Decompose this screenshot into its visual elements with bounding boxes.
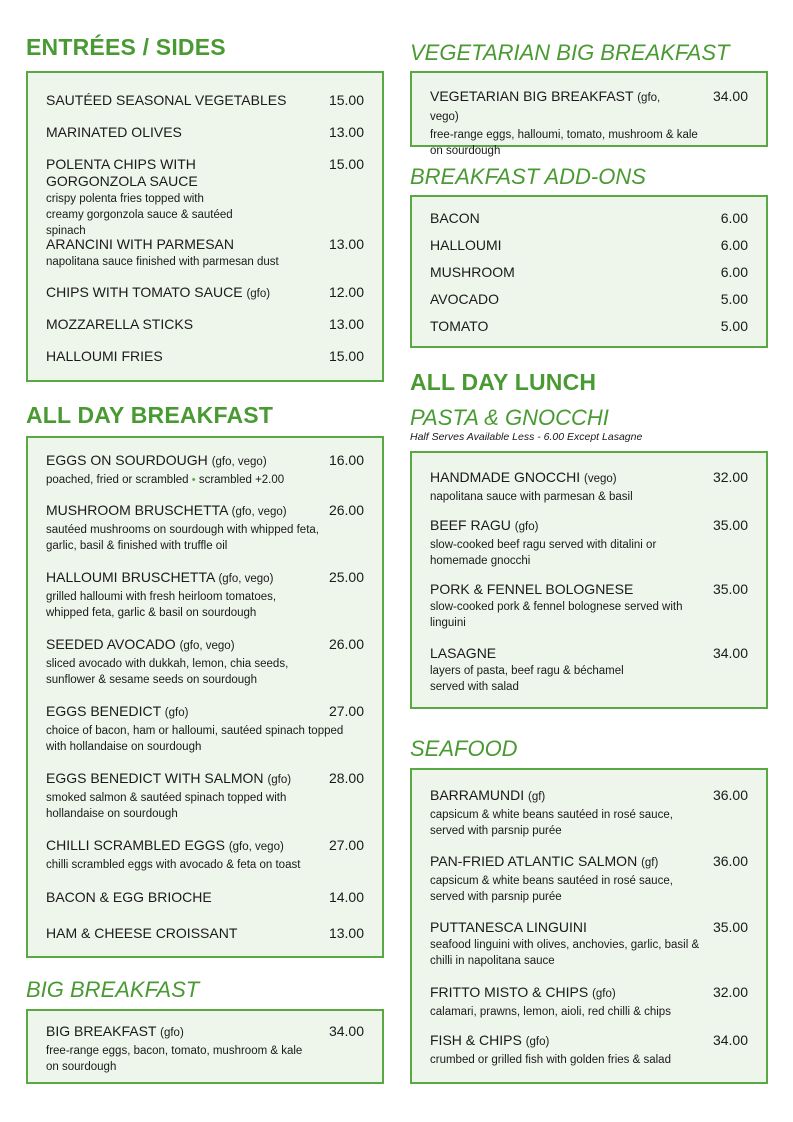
price: 26.00 [328, 502, 364, 518]
item-name: BACON [430, 210, 480, 226]
item-description: smoked salmon & sautéed spinach topped with hollandaise on sourdough [46, 792, 287, 820]
item-name: MOZZARELLA STICKS [46, 316, 194, 332]
item-name: LASAGNE [430, 645, 497, 661]
price: 13.00 [328, 236, 364, 252]
price: 25.00 [328, 569, 364, 585]
menu-item [46, 703, 364, 755]
price: 27.00 [328, 703, 364, 719]
item-description: free-range eggs, halloumi, tomato, mushroom & kale on sourdough [430, 129, 698, 157]
menu-item [46, 452, 364, 488]
item-name: PAN-FRIED ATLANTIC SALMON (gf) [430, 853, 659, 869]
pasta-title: PASTA & GNOCCHI [410, 405, 609, 430]
item-name: CHIPS WITH TOMATO SAUCE (gfo) [46, 284, 271, 300]
price: 35.00 [712, 919, 748, 935]
item-name: MARINATED OLIVES [46, 124, 182, 140]
item-description: napolitana sauce finished with parmesan dust [46, 256, 279, 268]
bullet-dot-icon: • [191, 474, 196, 486]
item-name: FISH & CHIPS (gfo) [430, 1032, 550, 1048]
price: 27.00 [328, 837, 364, 853]
item-name: BACON & EGG BRIOCHE [46, 889, 212, 905]
item-name: EGGS BENEDICT (gfo) [46, 703, 189, 719]
menu-item [46, 1023, 364, 1075]
item-description: sliced avocado with dukkah, lemon, chia seeds, sunflower & sesame seeds on sourdough [46, 658, 289, 686]
price: 36.00 [712, 787, 748, 803]
menu-item [46, 636, 364, 688]
entrees-title: ENTRÉES / SIDES [26, 34, 226, 60]
item-name: HANDMADE GNOCCHI (vego) [430, 469, 617, 485]
price: 13.00 [328, 124, 364, 140]
pasta-box [410, 451, 768, 709]
menu-item [430, 210, 748, 227]
item-name: HAM & CHEESE CROISSANT [46, 925, 238, 941]
menu-item [430, 237, 748, 254]
item-name: HALLOUMI BRUSCHETTA (gfo, vego) [46, 569, 274, 585]
item-name: BEEF RAGU (gfo) [430, 517, 539, 533]
dietary-tag: (gfo) [514, 521, 539, 533]
entrees-box [26, 71, 384, 382]
price: 15.00 [328, 92, 364, 108]
item-description: crispy polenta fries topped with creamy gorgonzola sauce & sautéed spinach [46, 193, 233, 237]
dietary-tag: (gfo) [525, 1036, 550, 1048]
item-name: PORK & FENNEL BOLOGNESE [430, 581, 634, 597]
big-breakfast-box [26, 1009, 384, 1084]
menu-item [46, 316, 364, 333]
menu-item [430, 919, 748, 969]
menu-item [46, 925, 364, 942]
item-description: slow-cooked beef ragu served with ditalini or homemade gnocchi [430, 539, 657, 567]
dietary-tag: (gfo) [246, 288, 271, 300]
menu-item [46, 837, 364, 873]
menu-item [430, 645, 748, 695]
item-description: seafood linguini with olives, anchovies, garlic, basil & chilli in napolitana sauce [430, 939, 700, 967]
menu-item [46, 124, 364, 141]
price: 14.00 [328, 889, 364, 905]
price: 15.00 [328, 348, 364, 364]
dietary-tag: (gfo, vego) [179, 640, 235, 652]
price: 34.00 [328, 1023, 364, 1039]
price: 34.00 [712, 645, 748, 661]
menu-item [46, 569, 364, 621]
price: 6.00 [720, 237, 748, 253]
menu-item [430, 469, 748, 505]
menu-item [46, 348, 364, 365]
price: 26.00 [328, 636, 364, 652]
menu-item [430, 88, 748, 159]
item-name: FRITTO MISTO & CHIPS (gfo) [430, 984, 616, 1000]
price: 15.00 [328, 156, 364, 172]
menu-item [46, 770, 364, 822]
seafood-title: SEAFOOD [410, 736, 518, 761]
item-name: TOMATO [430, 318, 489, 334]
item-name: POLENTA CHIPS WITH GORGONZOLA SAUCE [46, 156, 198, 189]
price: 6.00 [720, 264, 748, 280]
dietary-tag: (vego) [584, 473, 617, 485]
item-name: AVOCADO [430, 291, 499, 307]
item-description: sautéed mushrooms on sourdough with whipped feta, garlic, basil & finished with truffle oil [46, 524, 319, 552]
item-description: layers of pasta, beef ragu & béchamel served with salad [430, 665, 624, 693]
veg-big-breakfast-title: VEGETARIAN BIG BREAKFAST [410, 40, 730, 65]
item-description: slow-cooked pork & fennel bolognese served with linguini [430, 601, 683, 629]
dietary-tag: (gfo, vego) [231, 506, 287, 518]
dietary-tag: (gf) [528, 791, 546, 803]
price: 16.00 [328, 452, 364, 468]
dietary-tag: (gfo) [592, 988, 616, 1000]
menu-item [430, 984, 748, 1020]
price: 5.00 [720, 291, 748, 307]
menu-item [430, 291, 748, 308]
price: 13.00 [328, 925, 364, 941]
item-name: SAUTÉED SEASONAL VEGETABLES [46, 92, 287, 108]
item-name: EGGS ON SOURDOUGH (gfo, vego) [46, 452, 267, 468]
price: 32.00 [712, 984, 748, 1000]
price: 34.00 [712, 88, 748, 104]
item-name: HALLOUMI [430, 237, 502, 253]
menu-item [430, 1032, 748, 1068]
menu-item [46, 156, 364, 239]
item-name: BARRAMUNDI (gf) [430, 787, 546, 803]
item-description: free-range eggs, bacon, tomato, mushroom & kale on sourdough [46, 1045, 303, 1073]
menu-item [430, 517, 748, 569]
price: 34.00 [712, 1032, 748, 1048]
dietary-tag: (gfo) [164, 707, 189, 719]
menu-item [46, 236, 364, 270]
veg-big-breakfast-box [410, 71, 768, 157]
item-name: MUSHROOM [430, 264, 515, 280]
item-description: calamari, prawns, lemon, aioli, red chilli & chips [430, 1006, 671, 1018]
menu-item [430, 853, 748, 905]
pasta-note: Half Serves Available Less - 6.00 Except Lasagne [410, 431, 643, 443]
menu-item [430, 787, 748, 839]
item-description: chilli scrambled eggs with avocado & feta on toast [46, 859, 301, 871]
dietary-tag: (gf) [641, 857, 659, 869]
price: 35.00 [712, 517, 748, 533]
dietary-tag: (gfo) [267, 774, 292, 786]
menu-item [46, 502, 364, 554]
item-description: choice of bacon, ham or halloumi, sautéed spinach topped with hollandaise on sourdough [46, 725, 344, 753]
item-name: HALLOUMI FRIES [46, 348, 163, 364]
item-name: EGGS BENEDICT WITH SALMON (gfo) [46, 770, 292, 786]
price: 13.00 [328, 316, 364, 332]
price: 35.00 [712, 581, 748, 597]
item-description: grilled halloumi with fresh heirloom tomatoes, whipped feta, garlic & basil on sourdough [46, 591, 277, 619]
item-description: napolitana sauce with parmesan & basil [430, 491, 633, 503]
item-description: crumbed or grilled fish with golden fries & salad [430, 1054, 671, 1066]
menu-item [430, 264, 748, 281]
item-description: capsicum & white beans sautéed in rosé sauce, served with parsnip purée [430, 809, 673, 837]
menu-item [46, 284, 364, 303]
item-name: MUSHROOM BRUSCHETTA (gfo, vego) [46, 502, 287, 518]
breakfast-title: ALL DAY BREAKFAST [26, 402, 274, 428]
item-name: ARANCINI WITH PARMESAN [46, 236, 234, 252]
dietary-tag: (gfo) [160, 1027, 184, 1039]
price: 5.00 [720, 318, 748, 334]
dietary-tag: (gfo, vego) [211, 456, 267, 468]
addons-title: BREAKFAST ADD-ONS [410, 164, 646, 189]
menu-item [46, 889, 364, 906]
menu-item [46, 92, 364, 109]
item-description: capsicum & white beans sautéed in rosé sauce, served with parsnip purée [430, 875, 673, 903]
item-name: CHILLI SCRAMBLED EGGS (gfo, vego) [46, 837, 284, 853]
item-name: SEEDED AVOCADO (gfo, vego) [46, 636, 235, 652]
dietary-tag: (gfo, vego) [218, 573, 274, 585]
item-name: VEGETARIAN BIG BREAKFAST (gfo, vego) [430, 88, 661, 123]
price: 12.00 [328, 284, 364, 300]
dietary-tag: (gfo, vego) [228, 841, 284, 853]
price: 28.00 [328, 770, 364, 786]
breakfast-box [26, 436, 384, 958]
price: 6.00 [720, 210, 748, 226]
item-name: BIG BREAKFAST (gfo) [46, 1023, 184, 1039]
seafood-box [410, 768, 768, 1084]
big-breakfast-title: BIG BREAKFAST [26, 977, 200, 1002]
item-name: PUTTANESCA LINGUINI [430, 919, 587, 935]
lunch-title: ALL DAY LUNCH [410, 369, 597, 395]
menu-item [430, 318, 748, 335]
dietary-tag: (gfo, vego) [430, 92, 661, 123]
addons-box [410, 195, 768, 348]
price: 32.00 [712, 469, 748, 485]
price: 36.00 [712, 853, 748, 869]
menu-item [430, 581, 748, 631]
item-description: poached, fried or scrambled • scrambled +2.00 [46, 474, 285, 486]
